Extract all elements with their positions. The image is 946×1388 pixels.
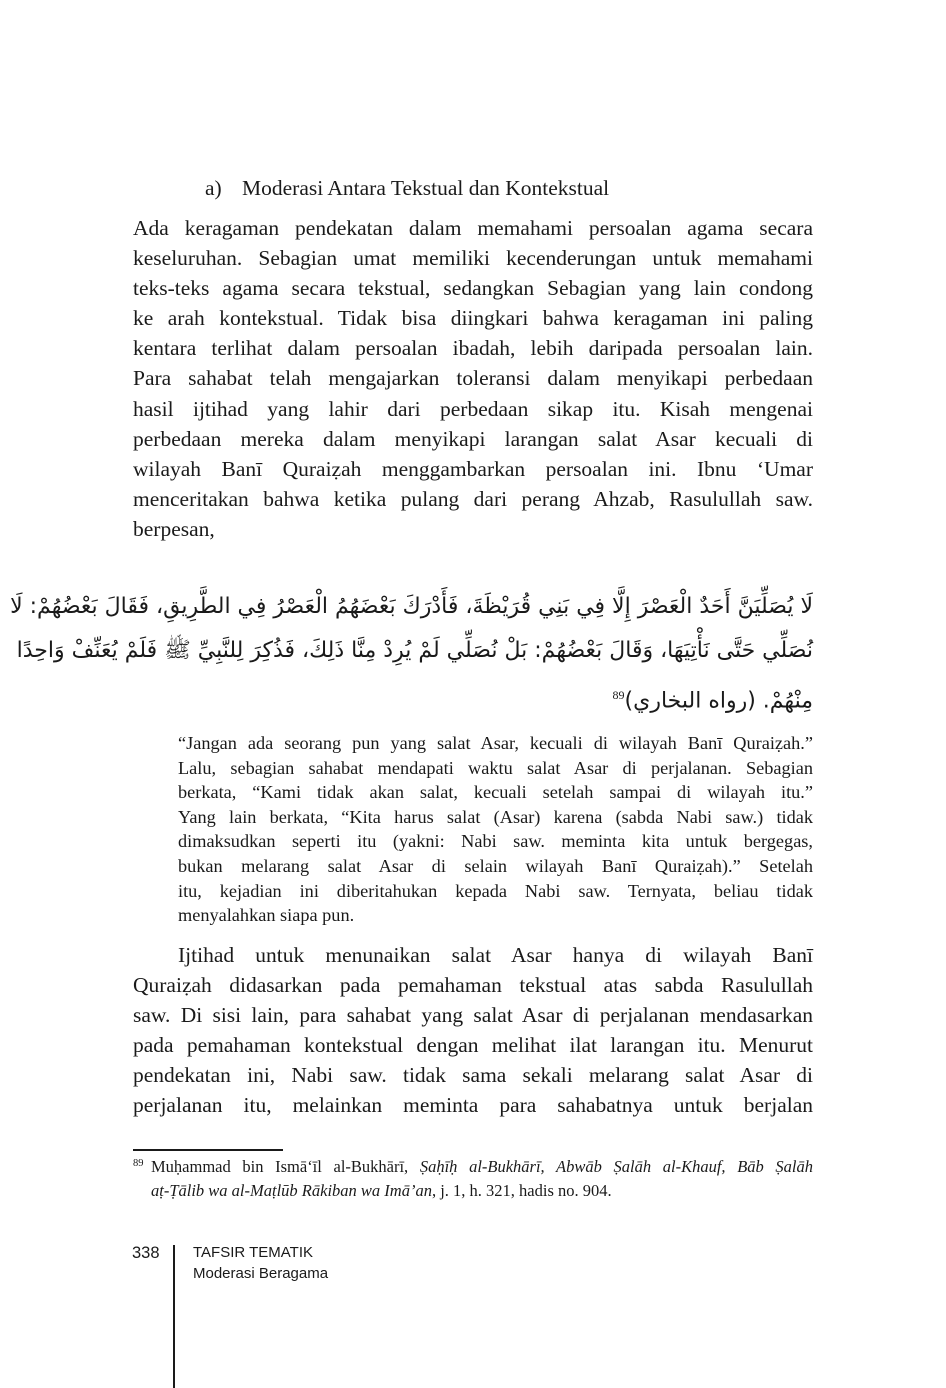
text-line: teks-teks agama secara tekstual, sedangkan Sebagian yang lain condong [133, 276, 813, 301]
footnote-divider [133, 1149, 283, 1151]
text-line: kentara terlihat dalam persoalan ibadah, lebih daripada persoalan lain. [133, 336, 813, 361]
book-title: Moderasi Beragama [193, 1264, 329, 1282]
body-paragraph-2 [133, 940, 813, 1121]
hadith-translation [178, 731, 813, 928]
section-heading [205, 174, 609, 202]
series-title: TAFSIR TEMATIK [193, 1244, 314, 1261]
translation-line: “Jangan ada seorang pun yang salat Asar, kecuali di wilayah Banī Quraiẓah.” [178, 733, 813, 753]
footer-vertical-rule [173, 1245, 175, 1388]
text-line: keseluruhan. Sebagian umat memiliki kecenderungan untuk memahami [133, 246, 813, 271]
footnote-number: 89 [133, 1158, 144, 1169]
text-line: wilayah Banī Quraiẓah menggambarkan persoalan ini. Ibnu ‘Umar [133, 456, 813, 481]
footnote-line [133, 1179, 813, 1203]
footnote-citation: , j. 1, h. 321, hadis no. 904. [431, 1181, 612, 1200]
hadith-arabic-text [10, 585, 813, 717]
footnote-title: Ṣaḥīḥ al-Bukhārī, Abwāb Ṣalāh al-Khauf, Bāb Ṣalāh [419, 1157, 813, 1176]
text-line: menceritakan bahwa ketika pulang dari perang Ahzab, Rasulullah saw. [133, 486, 813, 511]
translation-line: itu, kejadian ini diberitahukan kepada Nabi saw. Ternyata, beliau tidak [178, 880, 813, 901]
text-line: perjalanan itu, melainkan meminta para sahabatnya untuk berjalan [133, 1093, 813, 1118]
footnote-title-cont: aṭ-Ṭālib wa al-Maṭlūb Rākiban wa Imā’an [151, 1181, 432, 1200]
text-line: pada pemahaman kontekstual dengan melihat ilat larangan itu. Menurut [133, 1033, 813, 1058]
text-line: saw. Di sisi lain, para sahabat yang salat Asar di perjalanan mendasarkan [133, 1003, 813, 1028]
section-marker: a) [205, 176, 222, 200]
translation-line: menyalahkan siapa pun. [178, 905, 355, 926]
text-line: Quraiẓah didasarkan pada pemahaman tekstual atas sabda Rasulullah [133, 973, 813, 998]
text-line: perbedaan mereka dalam menyikapi larangan salat Asar kecuali di [133, 426, 813, 451]
arabic-line: مِنْهُمْ. (رواه البخاري) [624, 688, 813, 714]
text-line: hasil ijtihad yang lahir dari perbedaan sikap itu. Kisah mengenai [133, 396, 813, 421]
text-line: pendekatan ini, Nabi saw. tidak sama sekali melarang salat Asar di [133, 1063, 813, 1088]
text-line: berpesan, [133, 516, 215, 541]
arabic-line: نُصَلِّي حَتَّى نَأْتِيَهَا، وَقَالَ بَعْضُهُمْ: بَلْ نُصَلِّي لَمْ يُرِدْ مِنَّا ذَلِكَ، فَذُكِرَ لِلنَّبِيِّ ﷺ فَلَمْ يُعَنِّفْ وَاحِدًا [16, 638, 813, 663]
text-line: ke arah kontekstual. Tidak bisa diingkari bahwa keragaman ini paling [133, 306, 813, 331]
arabic-line: لَا يُصَلِّيَنَّ أَحَدٌ الْعَصْرَ إِلَّا فِي بَنِي قُرَيْظَةَ، فَأَدْرَكَ بَعْضَهُمُ الْعَصْرُ فِي الطَّرِيقِ، فَقَالَ بَعْضُهُمْ: لَا [10, 594, 813, 619]
arabic-line-with-ref [133, 673, 813, 717]
footnote-author: Muḥammad bin Ismā‘īl al-Bukhārī, [151, 1157, 420, 1176]
footnote-line [133, 1155, 813, 1179]
page-number: 338 [132, 1244, 160, 1262]
footnote [133, 1155, 813, 1203]
body-paragraph-1 [133, 213, 813, 544]
translation-line: Lalu, sebagian sahabat mendapati waktu salat Asar di perjalanan. Sebagian [178, 757, 813, 778]
text-line: Ijtihad untuk menunaikan salat Asar hanya di wilayah Banī [178, 943, 813, 967]
text-line: Para sahabat telah mengajarkan toleransi dalam menyikapi perbedaan [133, 366, 813, 391]
translation-line: dimaksudkan seperti itu (yakni: Nabi saw. meminta kita untuk bergegas, [178, 831, 813, 852]
running-title [193, 1243, 328, 1284]
section-title: Moderasi Antara Tekstual dan Kontekstual [242, 176, 610, 200]
text-line: Ada keragaman pendekatan dalam memahami persoalan agama secara [133, 216, 813, 240]
translation-line: bukan melarang salat Asar di selain wilayah Banī Quraiẓah).” Setelah [178, 855, 813, 876]
translation-line: berkata, “Kami tidak akan salat, kecuali setelah sampai di wilayah itu.” [178, 782, 813, 803]
translation-line: Yang lain berkata, “Kita harus salat (Asar) karena (sabda Nabi saw.) tidak [178, 806, 813, 827]
footnote-reference[interactable]: 89 [612, 688, 625, 702]
